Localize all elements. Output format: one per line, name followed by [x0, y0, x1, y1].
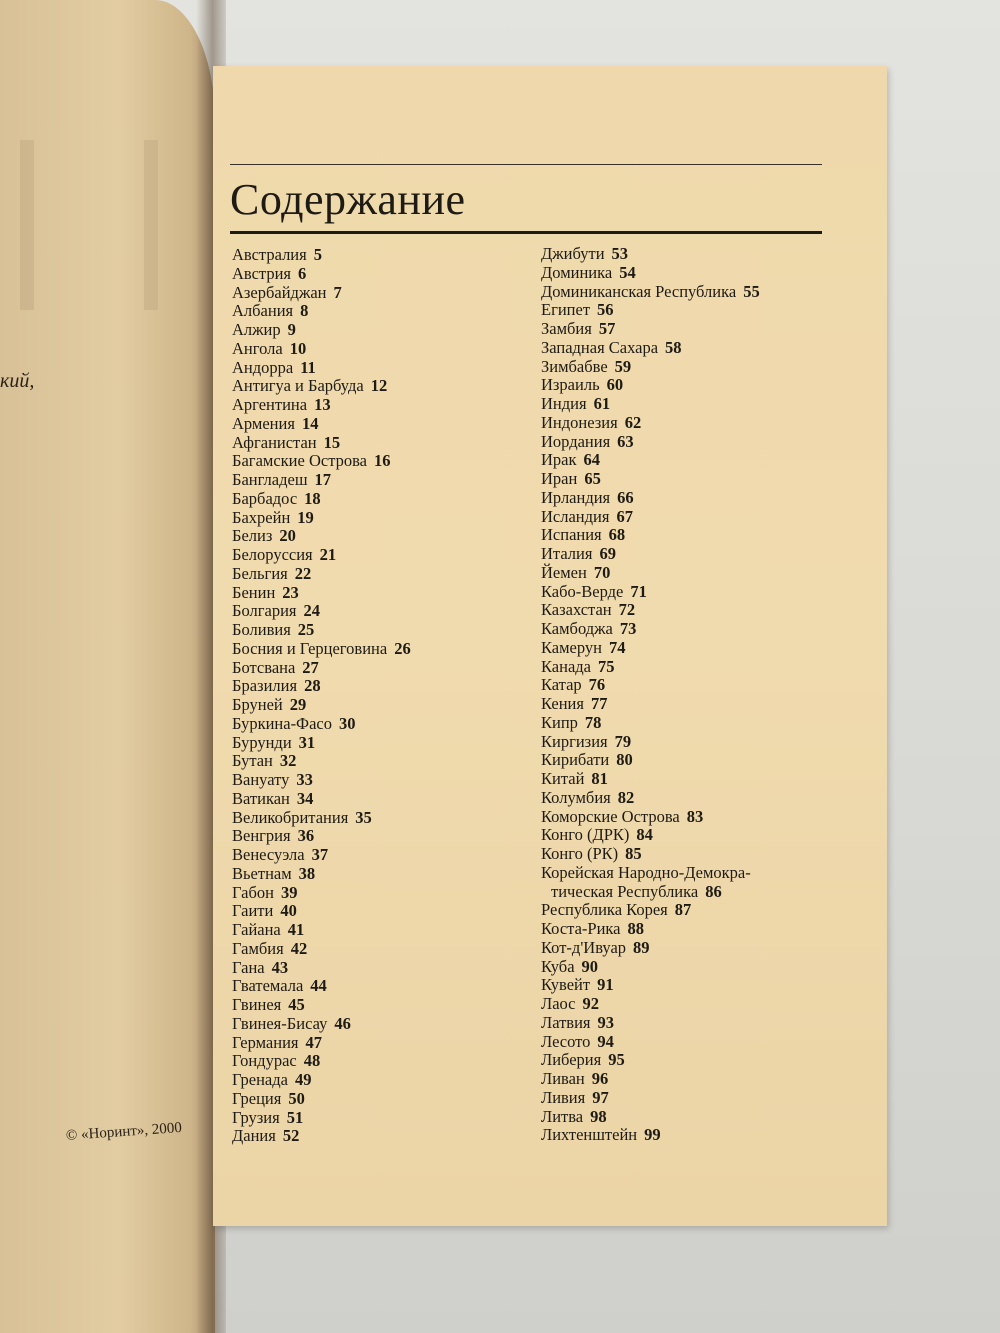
toc-entry-name: Бенин [232, 582, 276, 602]
toc-entry [541, 901, 760, 920]
toc-entry [232, 640, 411, 659]
toc-entry-page: 11 [300, 357, 316, 377]
toc-entry-name: Белоруссия [232, 545, 313, 564]
toc-entry [541, 976, 760, 995]
toc-entry-name: Великобритания [232, 807, 349, 827]
toc-entry-name: Джибути [541, 244, 605, 263]
toc-entry-name: Испания [541, 525, 602, 545]
toc-entry [232, 302, 411, 321]
toc-entry-name: Буркина-Фасо [232, 713, 332, 733]
toc-entry-page: 60 [606, 375, 624, 395]
toc-entry-name: Австрия [232, 263, 292, 283]
toc-entry-name: Гамбия [232, 938, 284, 958]
toc-entry [232, 1052, 411, 1071]
toc-entry [232, 771, 411, 790]
toc-entry-page: 98 [590, 1106, 607, 1126]
toc-entry [541, 245, 760, 264]
toc-entry [541, 583, 760, 602]
toc-entry [232, 1109, 411, 1128]
toc-entry-name: Доминиканская Республика [541, 281, 737, 301]
toc-entry-name: Азербайджан [232, 282, 327, 302]
toc-entry [232, 265, 411, 284]
toc-entry-page: 79 [614, 731, 632, 751]
toc-entry-name: Израиль [541, 375, 600, 395]
toc-entry-page: 81 [591, 769, 608, 788]
toc-entry-page: 64 [583, 450, 601, 470]
toc-entry [541, 826, 760, 845]
toc-entry-name: Ангола [232, 338, 283, 358]
toc-entry-name: Албания [232, 301, 294, 321]
toc-entry [232, 846, 411, 865]
toc-entry-page: 78 [584, 712, 602, 732]
toc-entry [232, 959, 411, 978]
toc-entry-page: 51 [286, 1107, 304, 1127]
toc-entry-page: 59 [614, 356, 632, 376]
toc-entry-name: Ирак [541, 450, 577, 470]
toc-entry-page: 22 [294, 563, 312, 583]
toc-entry-page: 20 [279, 526, 296, 546]
toc-entry-name: Индия [541, 394, 587, 413]
toc-entry-page: 70 [593, 562, 611, 582]
toc-entry-name: Болгария [232, 601, 297, 621]
toc-entry-name: Казахстан [541, 600, 612, 620]
toc-entry-name: Лаос [541, 994, 576, 1013]
page-title: Содержание [230, 175, 466, 224]
toc-entry-name: Гондурас [232, 1051, 297, 1071]
toc-entry-page: 48 [303, 1051, 321, 1071]
toc-entry-name: Латвия [541, 1012, 591, 1032]
toc-entry [232, 1015, 411, 1034]
toc-entry-name: тическая Республика [551, 881, 699, 901]
toc-entry-page: 71 [630, 581, 647, 601]
toc-entry-page: 56 [597, 300, 614, 320]
toc-entry-page: 43 [271, 957, 289, 977]
toc-entry [232, 527, 411, 546]
toc-entry-name: Лихтенштейн [541, 1125, 638, 1145]
toc-entry [232, 921, 411, 940]
toc-entry-name: Бангладеш [232, 470, 308, 489]
toc-entry [232, 246, 411, 265]
toc-entry [541, 508, 760, 527]
toc-entry-page: 36 [297, 826, 315, 846]
toc-entry-page: 74 [609, 637, 626, 657]
toc-entry-name: Антигуа и Барбуда [232, 376, 364, 396]
toc-entry-name: Кипр [541, 712, 578, 732]
toc-entry-page: 21 [319, 545, 337, 564]
toc-entry [541, 958, 760, 977]
toc-entry-page: 23 [282, 582, 299, 602]
toc-entry-page: 86 [705, 881, 722, 901]
toc-entry-name: Ливан [541, 1069, 585, 1088]
toc-entry-page: 52 [282, 1126, 300, 1146]
toc-entry-page: 75 [597, 656, 615, 676]
toc-entry [541, 339, 760, 358]
toc-entry [232, 827, 411, 846]
toc-entry-page: 31 [298, 732, 316, 752]
toc-entry-name: Гаити [232, 901, 274, 921]
toc-entry-page: 58 [665, 337, 682, 357]
toc-entry [541, 1108, 760, 1127]
toc-entry-page: 47 [305, 1032, 323, 1052]
toc-entry [232, 659, 411, 678]
toc-entry-name: Ливия [541, 1087, 586, 1107]
toc-entry [232, 996, 411, 1015]
toc-entry-name: Колумбия [541, 787, 611, 807]
toc-entry [541, 264, 760, 283]
toc-entry [541, 639, 760, 658]
toc-entry [541, 320, 760, 339]
toc-entry [541, 414, 760, 433]
toc-entry-name: Киргизия [541, 731, 608, 751]
toc-entry [541, 808, 760, 827]
toc-entry [232, 509, 411, 528]
toc-entry-page: 15 [323, 432, 341, 452]
toc-entry-page: 53 [611, 244, 629, 263]
toc-entry-name: Китай [541, 769, 585, 788]
toc-entry [541, 751, 760, 770]
toc-entry [541, 695, 760, 714]
toc-entry-name: Багамские Острова [232, 451, 367, 471]
title-rule-bottom [230, 231, 822, 234]
toc-entry-page: 37 [311, 845, 329, 864]
toc-entry [232, 546, 411, 565]
show-through-mark [20, 140, 158, 310]
toc-entry [541, 1126, 760, 1145]
toc-entry-name: Конго (РК) [541, 844, 619, 863]
toc-entry-name: Греция [232, 1088, 282, 1108]
toc-entry-name: Замбия [541, 319, 592, 338]
left-page [0, 0, 215, 1333]
toc-entry-name: Лесото [541, 1031, 591, 1051]
toc-entry-page: 30 [339, 713, 356, 733]
toc-entry [541, 658, 760, 677]
toc-entry [541, 395, 760, 414]
toc-entry-page: 46 [334, 1013, 351, 1033]
toc-entry [232, 565, 411, 584]
toc-entry [232, 1034, 411, 1053]
toc-entry-page: 88 [627, 919, 644, 938]
toc-entry [232, 396, 411, 415]
toc-entry [541, 770, 760, 789]
toc-entry-page: 92 [582, 994, 599, 1013]
toc-entry-name: Бахрейн [232, 507, 291, 527]
toc-entry [541, 489, 760, 508]
toc-entry-page: 62 [624, 412, 642, 432]
toc-entry [541, 301, 760, 320]
toc-entry-page: 25 [297, 620, 315, 639]
toc-entry-page: 73 [619, 619, 637, 638]
toc-entry-page: 61 [593, 394, 611, 413]
toc-entry [541, 1051, 760, 1070]
toc-entry [541, 545, 760, 564]
toc-entry [232, 1071, 411, 1090]
copyright-notice: © «Норинт», 2000 [65, 1119, 183, 1144]
toc-entry [232, 865, 411, 884]
toc-entry [232, 284, 411, 303]
toc-entry-name: Кувейт [541, 975, 591, 995]
toc-entry-name: Гана [232, 957, 265, 977]
toc-entry [541, 358, 760, 377]
toc-entry-name: Бельгия [232, 563, 288, 583]
toc-entry-name: Египет [541, 300, 591, 320]
toc-entry [541, 864, 760, 883]
toc-entry-page: 72 [618, 600, 636, 620]
toc-entry-page: 16 [374, 451, 391, 471]
toc-entry [541, 601, 760, 620]
toc-entry-page: 50 [288, 1088, 305, 1108]
toc-entry-name: Куба [541, 956, 575, 976]
toc-entry-name: Иордания [541, 431, 611, 451]
toc-entry-name: Камерун [541, 637, 602, 657]
toc-entry-name: Кирибати [541, 750, 610, 770]
toc-entry [232, 434, 411, 453]
toc-entry [232, 621, 411, 640]
toc-entry [541, 433, 760, 452]
toc-entry-page: 67 [616, 506, 633, 526]
toc-entry-page: 34 [296, 788, 314, 808]
toc-entry-page: 33 [296, 770, 313, 789]
toc-entry-page: 28 [304, 676, 321, 696]
toc-entry-name: Конго (ДРК) [541, 825, 630, 845]
toc-entry-name: Бразилия [232, 676, 298, 696]
toc-entry-page: 91 [597, 975, 614, 995]
toc-entry-page: 85 [625, 844, 642, 863]
toc-entry-page: 87 [674, 900, 692, 920]
toc-entry [541, 883, 760, 902]
toc-entry [541, 939, 760, 958]
toc-entry-name: Боливия [232, 620, 291, 639]
toc-entry [232, 321, 411, 340]
toc-entry [541, 451, 760, 470]
toc-entry [541, 845, 760, 864]
toc-entry [541, 470, 760, 489]
toc-entry-name: Вануату [232, 770, 290, 789]
toc-entry-page: 49 [294, 1070, 312, 1089]
toc-entry-name: Австралия [232, 245, 307, 264]
toc-entry-name: Андорра [232, 357, 294, 377]
toc-entry-name: Либерия [541, 1050, 602, 1070]
title-rule-top [230, 164, 822, 165]
toc-entry-name: Индонезия [541, 412, 618, 432]
toc-entry-page: 99 [644, 1125, 661, 1145]
toc-entry-page: 29 [289, 695, 307, 714]
toc-entry-page: 76 [588, 675, 606, 695]
toc-entry [232, 1127, 411, 1146]
toc-entry-page: 39 [280, 882, 298, 902]
toc-entry [232, 752, 411, 771]
toc-entry-name: Исландия [541, 506, 610, 526]
toc-entry [541, 1070, 760, 1089]
toc-entry-name: Босния и Герцеговина [232, 638, 388, 658]
toc-entry [232, 902, 411, 921]
toc-entry-name: Вьетнам [232, 863, 292, 883]
toc-entry-page: 10 [289, 338, 307, 358]
toc-entry [541, 564, 760, 583]
right-page [213, 66, 887, 1226]
toc-entry-name: Бруней [232, 695, 283, 714]
toc-entry [232, 602, 411, 621]
toc-entry [541, 920, 760, 939]
toc-entry-page: 38 [298, 863, 316, 883]
toc-entry-page: 12 [370, 376, 388, 396]
toc-entry [232, 377, 411, 396]
contents-column-right [541, 245, 760, 1145]
toc-entry-name: Италия [541, 544, 593, 563]
toc-entry [232, 452, 411, 471]
toc-entry-page: 6 [298, 263, 307, 283]
toc-entry-name: Германия [232, 1032, 299, 1052]
toc-entry-page: 19 [297, 507, 314, 527]
toc-entry-page: 69 [599, 544, 616, 563]
toc-entry-name: Литва [541, 1106, 584, 1126]
toc-entry [541, 676, 760, 695]
toc-entry-name: Катар [541, 675, 582, 695]
toc-entry-name: Коморские Острова [541, 806, 680, 826]
toc-entry-page: 57 [598, 319, 616, 338]
toc-entry-name: Гвинея [232, 995, 282, 1014]
toc-entry [541, 714, 760, 733]
toc-entry-name: Ирландия [541, 487, 611, 507]
toc-entry [541, 1033, 760, 1052]
toc-entry-name: Канада [541, 656, 591, 676]
toc-entry-name: Алжир [232, 320, 281, 339]
toc-entry-name: Коста-Рика [541, 919, 621, 938]
toc-entry-page: 42 [290, 938, 308, 958]
toc-entry-page: 26 [394, 638, 411, 658]
toc-entry-name: Белиз [232, 526, 273, 546]
toc-entry [232, 415, 411, 434]
toc-entry-name: Доминика [541, 262, 613, 282]
toc-entry-page: 65 [584, 469, 601, 488]
toc-entry [232, 340, 411, 359]
toc-entry [541, 1014, 760, 1033]
toc-entry-name: Гвинея-Бисау [232, 1013, 328, 1033]
toc-entry [541, 1089, 760, 1108]
toc-entry-name: Иран [541, 469, 578, 488]
toc-entry [541, 526, 760, 545]
toc-entry-page: 84 [636, 825, 653, 845]
toc-entry [232, 790, 411, 809]
toc-entry-page: 17 [314, 470, 332, 489]
contents-column-left [232, 246, 411, 1146]
toc-entry [232, 1090, 411, 1109]
toc-entry-name: Гренада [232, 1070, 288, 1089]
toc-entry-page: 77 [590, 694, 608, 713]
toc-entry-page: 54 [619, 262, 636, 282]
toc-entry-name: Дания [232, 1126, 276, 1146]
toc-entry [232, 359, 411, 378]
toc-entry-page: 89 [633, 937, 650, 957]
toc-entry [541, 995, 760, 1014]
toc-entry-page: 93 [597, 1012, 615, 1032]
toc-entry [232, 490, 411, 509]
toc-entry-page: 94 [597, 1031, 614, 1051]
toc-entry-page: 27 [302, 657, 319, 677]
toc-entry-name: Корейская Народно-Демокра- [541, 862, 751, 882]
toc-entry [232, 977, 411, 996]
toc-entry-name: Гайана [232, 920, 281, 939]
toc-entry-name: Венесуэла [232, 845, 305, 864]
toc-entry-page: 44 [310, 976, 327, 996]
toc-entry-name: Кот-д'Ивуар [541, 937, 627, 957]
toc-entry-page: 83 [686, 806, 704, 826]
toc-entry-page: 35 [355, 807, 372, 827]
toc-entry-name: Кабо-Верде [541, 581, 624, 601]
toc-entry-page: 63 [617, 431, 634, 451]
toc-entry [232, 677, 411, 696]
toc-entry [541, 789, 760, 808]
toc-entry-name: Западная Сахара [541, 337, 659, 357]
toc-entry-page: 55 [743, 281, 760, 301]
toc-entry [232, 884, 411, 903]
toc-entry-page: 45 [288, 995, 305, 1014]
toc-entry-name: Гватемала [232, 976, 304, 996]
toc-entry [541, 620, 760, 639]
toc-entry-name: Камбоджа [541, 619, 613, 638]
text-fragment: кий, [0, 370, 35, 392]
toc-entry-page: 9 [287, 320, 296, 339]
toc-entry-name: Зимбабве [541, 356, 608, 376]
toc-entry [232, 715, 411, 734]
toc-entry-page: 82 [617, 787, 635, 807]
toc-entry-name: Бурунди [232, 732, 292, 752]
toc-entry-page: 68 [608, 525, 626, 545]
toc-entry [232, 584, 411, 603]
toc-entry-name: Бутан [232, 751, 273, 771]
toc-entry-page: 95 [608, 1050, 625, 1070]
toc-entry-page: 32 [279, 751, 297, 771]
toc-entry [232, 734, 411, 753]
toc-entry-page: 13 [314, 395, 331, 414]
toc-entry-name: Афганистан [232, 432, 317, 452]
toc-entry-page: 7 [333, 282, 342, 302]
toc-entry-name: Грузия [232, 1107, 280, 1127]
toc-entry-name: Йемен [541, 562, 587, 582]
toc-entry-page: 90 [581, 956, 599, 976]
toc-entry [232, 471, 411, 490]
toc-entry-name: Габон [232, 882, 274, 902]
toc-entry-page: 97 [592, 1087, 609, 1107]
toc-entry-page: 18 [304, 488, 321, 508]
toc-entry-page: 66 [617, 487, 634, 507]
toc-entry [232, 696, 411, 715]
toc-entry-name: Барбадос [232, 488, 298, 508]
toc-entry-page: 14 [301, 413, 319, 433]
toc-entry-name: Ватикан [232, 788, 290, 808]
toc-entry-page: 40 [280, 901, 297, 921]
toc-entry-name: Кения [541, 694, 584, 713]
toc-entry-page: 24 [303, 601, 321, 621]
toc-entry-page: 96 [591, 1069, 609, 1088]
toc-entry-page: 8 [300, 301, 309, 321]
toc-entry-page: 41 [287, 920, 305, 939]
toc-entry-page: 5 [313, 245, 322, 264]
toc-entry [541, 376, 760, 395]
toc-entry-name: Республика Корея [541, 900, 668, 920]
toc-entry-name: Армения [232, 413, 295, 433]
toc-entry-name: Ботсвана [232, 657, 296, 677]
toc-entry [232, 940, 411, 959]
toc-entry [232, 809, 411, 828]
toc-entry-name: Аргентина [232, 395, 308, 414]
toc-entry [541, 283, 760, 302]
toc-entry [541, 733, 760, 752]
toc-entry-page: 80 [616, 750, 633, 770]
toc-entry-name: Венгрия [232, 826, 291, 846]
